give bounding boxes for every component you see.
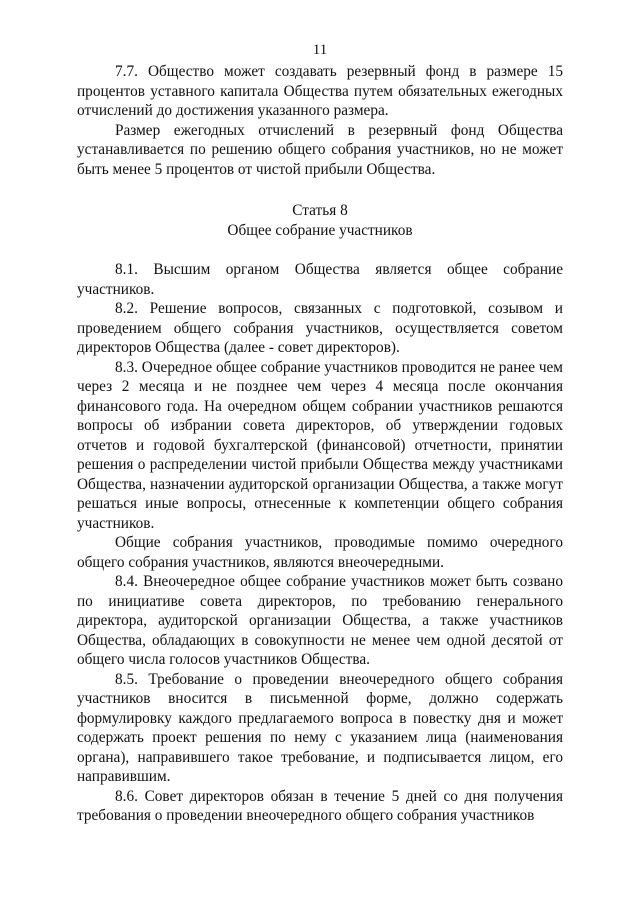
page-number: 11 (312, 42, 328, 58)
paragraph-8-6: 8.6. Совет директоров обязан в течение 5 дней со дня получения требования о проведении внеочередного общего собрания участников (77, 787, 563, 824)
paragraph-8-3: 8.3. Очередное общее собрание участников проводится не ранее чем через 2 месяца и не позднее чем через 4 месяца после окончания финансового года. На очередном общем собрании участников решаются вопросы об избрании совета директоров, об утверждении годовых отчетов и годовой бухгалтерской (финансовой) отчетности, принятии решения о распределении чистой прибыли Общества между участниками Общества, назначении аудиторской организации Общества, а также могут решаться иные вопросы, отнесенные к компетенции общего собрания участников. (77, 358, 563, 532)
paragraph-8-2: 8.2. Решение вопросов, связанных с подготовкой, созывом и проведением общего собрания участников, осуществляется советом директоров Общества (далее - совет директоров). (77, 300, 563, 356)
article-heading (77, 201, 563, 240)
paragraph-reserve-fund: Размер ежегодных отчислений в резервный фонд Общества устанавливается по решению общего собрания участников, но не может быть менее 5 процентов от чистой прибыли Общества. (77, 121, 563, 178)
article-title: Общее собрание участников (227, 221, 413, 239)
paragraph-8-5: 8.5. Требование о проведении внеочередного общего собрания участников вносится в письменной форме, должно содержать формулировку каждого предлагаемого вопроса в повестку дня и может содержать проект решения по нему с указанием лица (наименования органа), направившего такое требование, и подписывается лицом, его направившим. (77, 670, 563, 785)
paragraph-8-4: 8.4. Внеочередное общее собрание участников может быть созвано по инициативе совета директоров, по требованию генерального директора, аудиторской организации Общества, а также участников Общества, обладающих в совокупности не менее чем одной десятой от общего числа голосов участников Общества. (77, 573, 563, 668)
document-body (77, 62, 563, 826)
paragraph-8-1: 8.1. Высшим органом Общества является общее собрание участников. (77, 261, 563, 298)
paragraph-extraordinary-meetings: Общие собрания участников, проводимые помимо очередного общего собрания участников, являются внеочередными. (77, 534, 563, 571)
article-number: Статья 8 (292, 202, 348, 219)
paragraph-7-7: 7.7. Общество может создавать резервный фонд в размере 15 процентов уставного капитала Общества путем обязательных ежегодных отчислений до достижения указанного размера. (77, 63, 563, 119)
